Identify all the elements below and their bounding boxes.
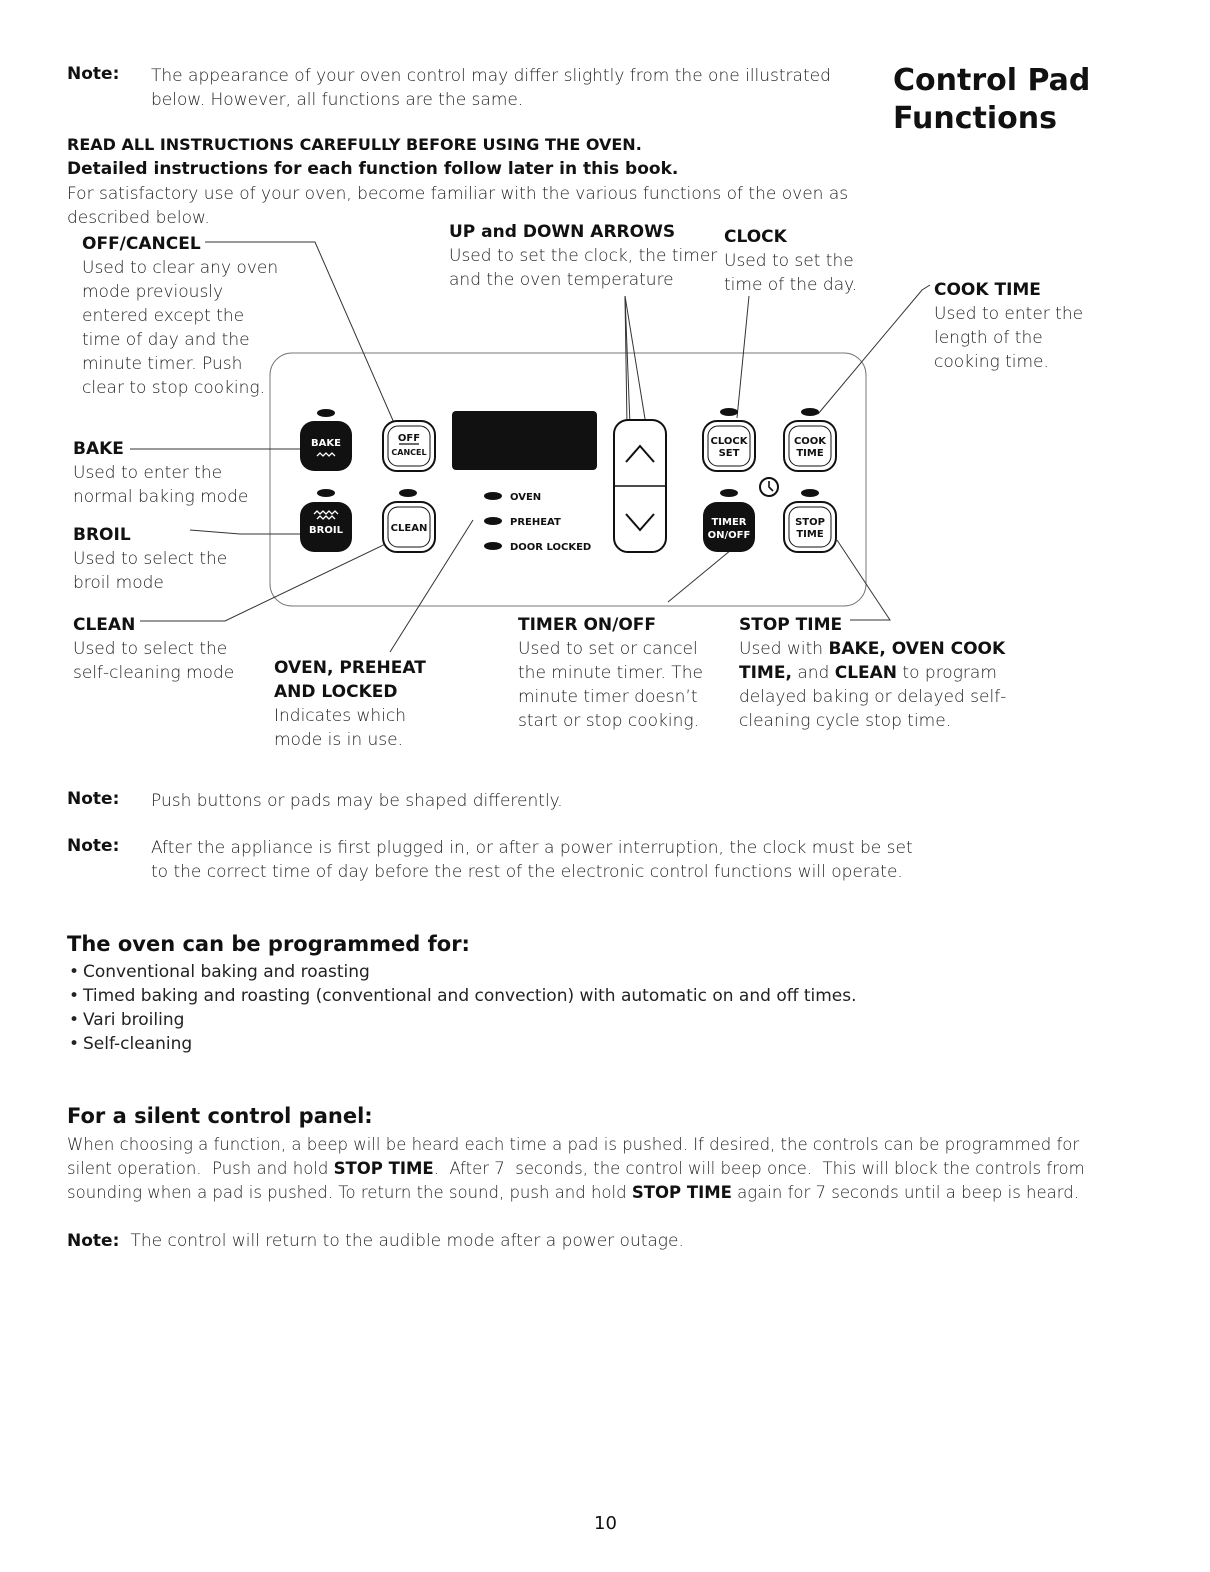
- callout-title: COOK TIME: [934, 280, 1041, 300]
- callout-line: Used to clear any oven: [82, 258, 279, 278]
- door-ind-led: [484, 542, 502, 550]
- callout-line: broil mode: [73, 573, 164, 593]
- note-text: Push buttons or pads may be shaped differently.: [151, 791, 563, 811]
- keyword: CLEAN: [834, 663, 898, 683]
- intro-line: For satisfactory use of your oven, become familiar with the various functions of the oven as: [67, 184, 849, 204]
- bake-key-label: BAKE: [311, 438, 341, 449]
- callout-line: cleaning cycle stop time.: [739, 711, 952, 731]
- note-line: below. However, all functions are the same.: [151, 90, 524, 110]
- callout-line: start or stop cooking.: [518, 711, 700, 731]
- keyword: BAKE, OVEN COOK: [828, 639, 1006, 659]
- silent-heading: For a silent control panel:: [67, 1104, 373, 1128]
- off-cancel-key[interactable]: [383, 421, 435, 471]
- callout-text: [739, 637, 1006, 733]
- callout-title: STOP TIME: [739, 615, 843, 635]
- silent-line: [67, 1157, 1167, 1181]
- callout-line: time of day and the: [82, 330, 250, 350]
- callout-text: [449, 244, 717, 292]
- callout-text: [724, 249, 857, 297]
- title-line: Functions: [893, 101, 1057, 136]
- timer-led: [720, 489, 738, 497]
- callout-bake: [73, 437, 248, 509]
- callout-title: OFF/CANCEL: [82, 234, 201, 254]
- arrow-pad: [614, 420, 666, 552]
- callout-text: [73, 461, 248, 509]
- text-run: and: [791, 663, 835, 683]
- text-run: . After 7 seconds, the control will beep once. This will block the controls from: [433, 1159, 1085, 1178]
- callout-line: Used to select the: [73, 549, 228, 569]
- callout-line: clear to stop cooking.: [82, 378, 266, 398]
- keyword: STOP TIME: [631, 1183, 732, 1202]
- cook-time-key[interactable]: [784, 421, 836, 471]
- door-locked-indicator: DOOR LOCKED: [510, 542, 592, 553]
- clock-led: [720, 408, 738, 416]
- callout-up-down-arrows: [449, 220, 717, 292]
- clock-key-label: CLOCK: [710, 436, 748, 447]
- clean-led: [399, 489, 417, 497]
- callout-line: Used to set or cancel: [518, 639, 698, 659]
- callout-title: OVEN, PREHEAT: [274, 658, 426, 678]
- note-line: After the appliance is first plugged in, or after a power interruption, the clock must be set: [151, 838, 913, 858]
- silent-line: [67, 1181, 1167, 1205]
- callout-line: and the oven temperature: [449, 270, 674, 290]
- list-item: • Vari broiling: [67, 1008, 967, 1032]
- callout-line: Indicates which: [274, 706, 406, 726]
- callout-line: cooking time.: [934, 352, 1049, 372]
- callout-broil: [73, 523, 227, 595]
- callout-title: TIMER ON/OFF: [518, 615, 657, 635]
- note-label: Note:: [67, 789, 120, 809]
- callout-text: [82, 256, 278, 400]
- callout-line: mode is in use.: [274, 730, 403, 750]
- callout-line: [739, 637, 1006, 661]
- keyword: TIME,: [739, 663, 792, 683]
- callout-line: self-cleaning mode: [73, 663, 235, 683]
- callout-line: minute timer doesn’t: [518, 687, 698, 707]
- clean-key-label: CLEAN: [390, 523, 428, 534]
- callout-cook-time: [934, 278, 1083, 374]
- note-text: The control will return to the audible mode after a power outage.: [130, 1231, 684, 1251]
- off-key-label: OFF: [397, 433, 421, 444]
- oven-ind-led: [484, 492, 502, 500]
- onoff-key-label: ON/OFF: [707, 530, 751, 541]
- callout-line: minute timer. Push: [82, 354, 243, 374]
- oven-indicator: OVEN: [510, 492, 542, 503]
- callout-text: [274, 704, 426, 752]
- read-all-warning: READ ALL INSTRUCTIONS CAREFULLY BEFORE USING THE OVEN.: [67, 135, 642, 154]
- set-key-label: SET: [718, 448, 740, 459]
- text-run: to program: [897, 663, 997, 683]
- callout-title: AND LOCKED: [274, 682, 398, 702]
- preheat-indicator: PREHEAT: [510, 517, 561, 528]
- note-label: Note:: [67, 836, 120, 856]
- callout-line: Used to enter the: [934, 304, 1084, 324]
- callout-clock: [724, 225, 857, 297]
- text-run: Used with: [739, 639, 829, 659]
- cook-key-label: COOK: [793, 436, 827, 447]
- broil-key-label: BROIL: [309, 525, 343, 536]
- note-audible-mode: [67, 1229, 967, 1253]
- note-label: Note:: [67, 64, 120, 84]
- callout-stop-time: [739, 613, 1006, 733]
- broil-led: [317, 489, 335, 497]
- callout-text: [934, 302, 1083, 374]
- callout-line: mode previously: [82, 282, 224, 302]
- stop-time-key-label: TIME: [796, 529, 824, 540]
- callout-title: UP and DOWN ARROWS: [449, 222, 676, 242]
- callout-line: time of the day.: [724, 275, 858, 295]
- list-item: • Conventional baking and roasting: [67, 960, 967, 984]
- callout-text: [73, 547, 227, 595]
- callout-line: Used to set the: [724, 251, 854, 271]
- callout-title: CLEAN: [73, 615, 136, 635]
- text-run: sounding when a pad is pushed. To return the sound, push and hold: [67, 1183, 632, 1202]
- control-panel-outline: [270, 353, 866, 606]
- title-line: Control Pad: [893, 63, 1091, 98]
- broil-key[interactable]: [300, 502, 352, 552]
- callout-text: [518, 637, 703, 733]
- silent-line: When choosing a function, a beep will be heard each time a pad is pushed. If desired, the controls can be programmed for: [67, 1135, 1080, 1154]
- callout-line: Used to select the: [73, 639, 228, 659]
- note-text: [151, 836, 971, 884]
- callout-timer-onoff: [518, 613, 703, 733]
- callout-oven-preheat-locked: [274, 656, 426, 752]
- cancel-key-label: CANCEL: [391, 448, 427, 457]
- text-run: again for 7 seconds until a beep is heard.: [731, 1183, 1079, 1202]
- callout-clean: [73, 613, 234, 685]
- callout-line: delayed baking or delayed self-: [739, 687, 1007, 707]
- note-label: Note:: [67, 1231, 120, 1251]
- callout-line: normal baking mode: [73, 487, 249, 507]
- time-key-label: TIME: [796, 448, 824, 459]
- text-run: silent operation. Push and hold: [67, 1159, 334, 1178]
- callout-line: length of the: [934, 328, 1043, 348]
- silent-text: [67, 1133, 1167, 1205]
- clean-key[interactable]: [383, 502, 435, 552]
- stop-time-led: [801, 489, 819, 497]
- timer-key-label: TIMER: [711, 517, 747, 528]
- callout-line: Used to set the clock, the timer: [449, 246, 718, 266]
- detailed-note: Detailed instructions for each function follow later in this book.: [67, 159, 679, 179]
- callout-off-cancel: [82, 232, 278, 400]
- programmed-list: [67, 960, 967, 1056]
- callout-title: BROIL: [73, 525, 131, 545]
- stop-time-key[interactable]: [784, 502, 836, 552]
- callout-line: the minute timer. The: [518, 663, 703, 683]
- programmed-heading: The oven can be programmed for:: [67, 932, 470, 956]
- note-line: to the correct time of day before the rest of the electronic control functions will operate.: [151, 862, 903, 882]
- clock-icon: [760, 478, 778, 496]
- callout-text: [73, 637, 234, 685]
- intro-line: described below.: [67, 208, 210, 228]
- callout-line: Used to enter the: [73, 463, 223, 483]
- cook-time-led: [801, 408, 819, 416]
- preheat-ind-led: [484, 517, 502, 525]
- display-window: [452, 411, 597, 470]
- bake-led: [317, 409, 335, 417]
- callout-line: [739, 661, 1006, 685]
- list-item: • Self-cleaning: [67, 1032, 967, 1056]
- clock-set-key[interactable]: [703, 421, 755, 471]
- callout-line: entered except the: [82, 306, 245, 326]
- page-number: 10: [594, 1513, 617, 1534]
- bake-key[interactable]: [300, 421, 352, 471]
- stop-key-label: STOP: [795, 517, 825, 528]
- timer-onoff-key[interactable]: [703, 502, 755, 552]
- callout-title: CLOCK: [724, 227, 787, 247]
- note-line: The appearance of your oven control may differ slightly from the one illustrated: [151, 66, 831, 86]
- list-item: • Timed baking and roasting (conventional and convection) with automatic on and off times.: [67, 984, 967, 1008]
- keyword: STOP TIME: [333, 1159, 434, 1178]
- callout-title: BAKE: [73, 439, 124, 459]
